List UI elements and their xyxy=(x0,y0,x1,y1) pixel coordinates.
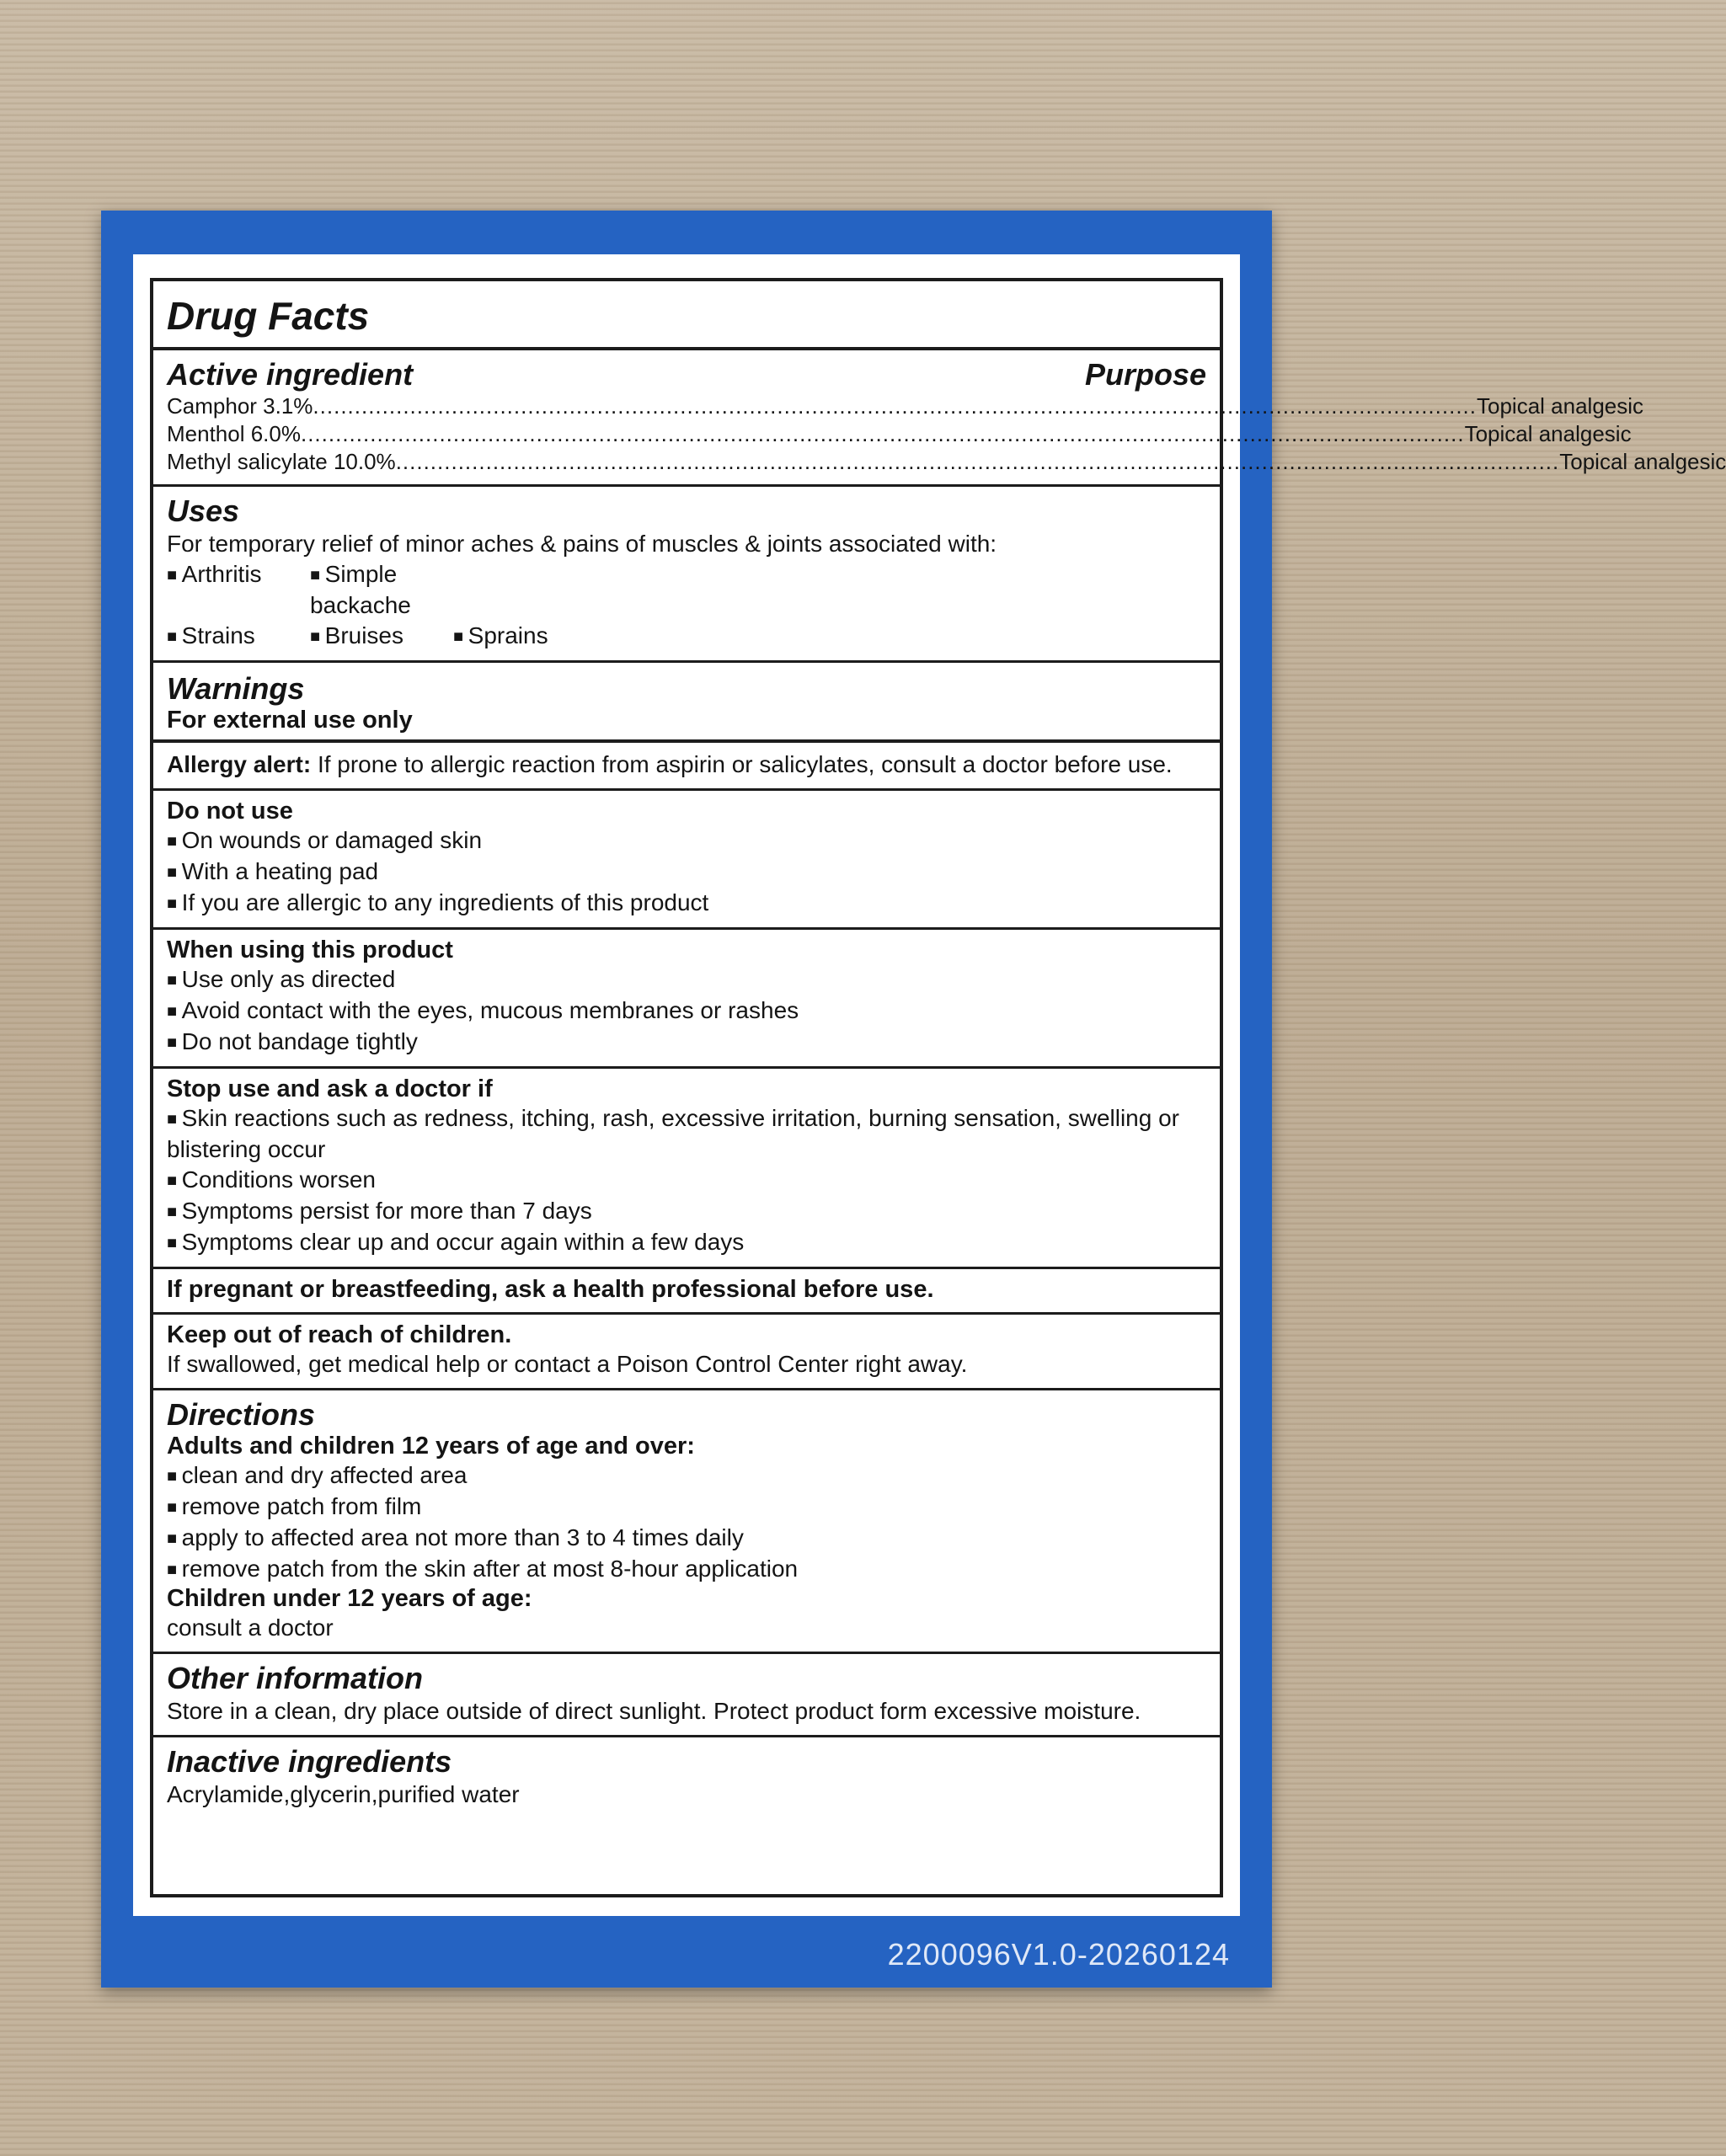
inactive-ingredients-text: Acrylamide,glycerin,purified water xyxy=(167,1781,520,1807)
directions-item: ■ apply to affected area not more than 3 to 4 times daily xyxy=(167,1523,1206,1554)
do-not-use-item: ■ On wounds or damaged skin xyxy=(167,825,1206,857)
warnings-heading: Warnings xyxy=(167,671,305,706)
directions-item: ■ remove patch from film xyxy=(167,1492,1206,1523)
directions-item: ■ remove patch from the skin after at most 8-hour application xyxy=(167,1554,1206,1585)
inactive-ingredients-heading: Inactive ingredients xyxy=(167,1744,452,1779)
do-not-use-section xyxy=(153,791,1220,930)
stop-use-item: ■ Symptoms persist for more than 7 days xyxy=(167,1196,1206,1227)
allergy-alert-label: Allergy alert: xyxy=(167,751,312,777)
stop-use-item: ■ Skin reactions such as redness, itching, rash, excessive irritation, burning sensation, swelling or blistering occur xyxy=(167,1103,1206,1165)
do-not-use-item: ■ With a heating pad xyxy=(167,857,1206,888)
keep-out-text: If swallowed, get medical help or contact a Poison Control Center right away. xyxy=(167,1351,968,1377)
pregnancy-warning: If pregnant or breastfeeding, ask a health professional before use. xyxy=(167,1276,934,1303)
active-ingredient-heading: Active ingredient xyxy=(167,357,414,392)
when-using-section xyxy=(153,930,1220,1069)
product-code: 2200096V1.0-20260124 xyxy=(887,1937,1230,1972)
warnings-header xyxy=(153,663,1220,743)
when-using-item: ■ Avoid contact with the eyes, mucous membranes or rashes xyxy=(167,995,1206,1027)
drug-facts-box xyxy=(150,278,1726,1897)
ingredient-purpose: Topical analgesic xyxy=(1559,449,1726,474)
inactive-ingredients-section xyxy=(153,1737,1220,1818)
other-information-section xyxy=(153,1654,1220,1737)
ingredient-name: Camphor 3.1% xyxy=(167,393,313,419)
directions-heading: Directions xyxy=(167,1397,316,1432)
when-using-item: ■ Do not bandage tightly xyxy=(167,1027,1206,1058)
ingredient-name: Methyl salicylate 10.0% xyxy=(167,449,396,474)
allergy-alert-section xyxy=(153,743,1220,791)
product-box xyxy=(101,211,1726,1988)
other-information-text: Store in a clean, dry place outside of direct sunlight. Protect product form excessive moisture. xyxy=(167,1698,1141,1724)
uses-item: ■ Simple backache xyxy=(310,559,453,621)
stop-use-item: ■ Conditions worsen xyxy=(167,1165,1206,1196)
directions-item: ■ clean and dry affected area xyxy=(167,1460,1206,1492)
active-ingredient-section xyxy=(153,350,1726,487)
label-panel xyxy=(133,254,1726,1916)
do-not-use-item: ■ If you are allergic to any ingredients of this product xyxy=(167,888,1206,919)
other-information-heading: Other information xyxy=(167,1661,423,1695)
directions-section xyxy=(153,1390,1220,1654)
stop-use-item: ■ Symptoms clear up and occur again within a few days xyxy=(167,1227,1206,1258)
children-text: consult a doctor xyxy=(167,1614,334,1641)
when-using-heading: When using this product xyxy=(167,937,453,963)
ingredient-row xyxy=(167,448,1726,476)
external-use-note: For external use only xyxy=(167,707,413,734)
ingredient-purpose: Topical analgesic xyxy=(1477,393,1644,419)
uses-list xyxy=(167,559,1206,652)
keep-out-heading: Keep out of reach of children. xyxy=(167,1321,512,1348)
uses-item: ■ Bruises xyxy=(310,621,453,652)
uses-item: ■ Sprains xyxy=(453,621,622,652)
allergy-alert-text: If prone to allergic reaction from aspirin or salicylates, consult a doctor before use. xyxy=(311,751,1173,777)
ingredient-purpose: Topical analgesic xyxy=(1464,421,1632,446)
uses-heading: Uses xyxy=(167,494,240,528)
ingredient-row xyxy=(167,420,1632,448)
uses-text: For temporary relief of minor aches & pains of muscles & joints associated with: xyxy=(167,531,997,557)
leader-dots: ........................................................................................................................................................................ xyxy=(395,449,1560,474)
when-using-item: ■ Use only as directed xyxy=(167,964,1206,995)
uses-item: ■ Arthritis xyxy=(167,559,310,621)
keep-out-section xyxy=(153,1315,1220,1390)
uses-item: ■ Strains xyxy=(167,621,310,652)
ingredient-row xyxy=(167,392,1644,420)
adults-heading: Adults and children 12 years of age and over: xyxy=(167,1433,695,1460)
stop-use-section xyxy=(153,1069,1220,1269)
children-heading: Children under 12 years of age: xyxy=(167,1585,532,1612)
do-not-use-heading: Do not use xyxy=(167,798,293,825)
ingredient-name: Menthol 6.0% xyxy=(167,421,301,446)
drug-facts-title: Drug Facts xyxy=(167,294,370,338)
stop-use-heading: Stop use and ask a doctor if xyxy=(167,1075,493,1102)
drug-facts-title-section xyxy=(153,281,1220,350)
purpose-heading: Purpose xyxy=(1084,357,1206,392)
pregnancy-section xyxy=(153,1269,1220,1315)
uses-section xyxy=(153,487,1220,663)
leader-dots: ........................................................................................................................................................................ xyxy=(300,421,1465,446)
leader-dots: ........................................................................................................................................................................ xyxy=(313,393,1477,419)
